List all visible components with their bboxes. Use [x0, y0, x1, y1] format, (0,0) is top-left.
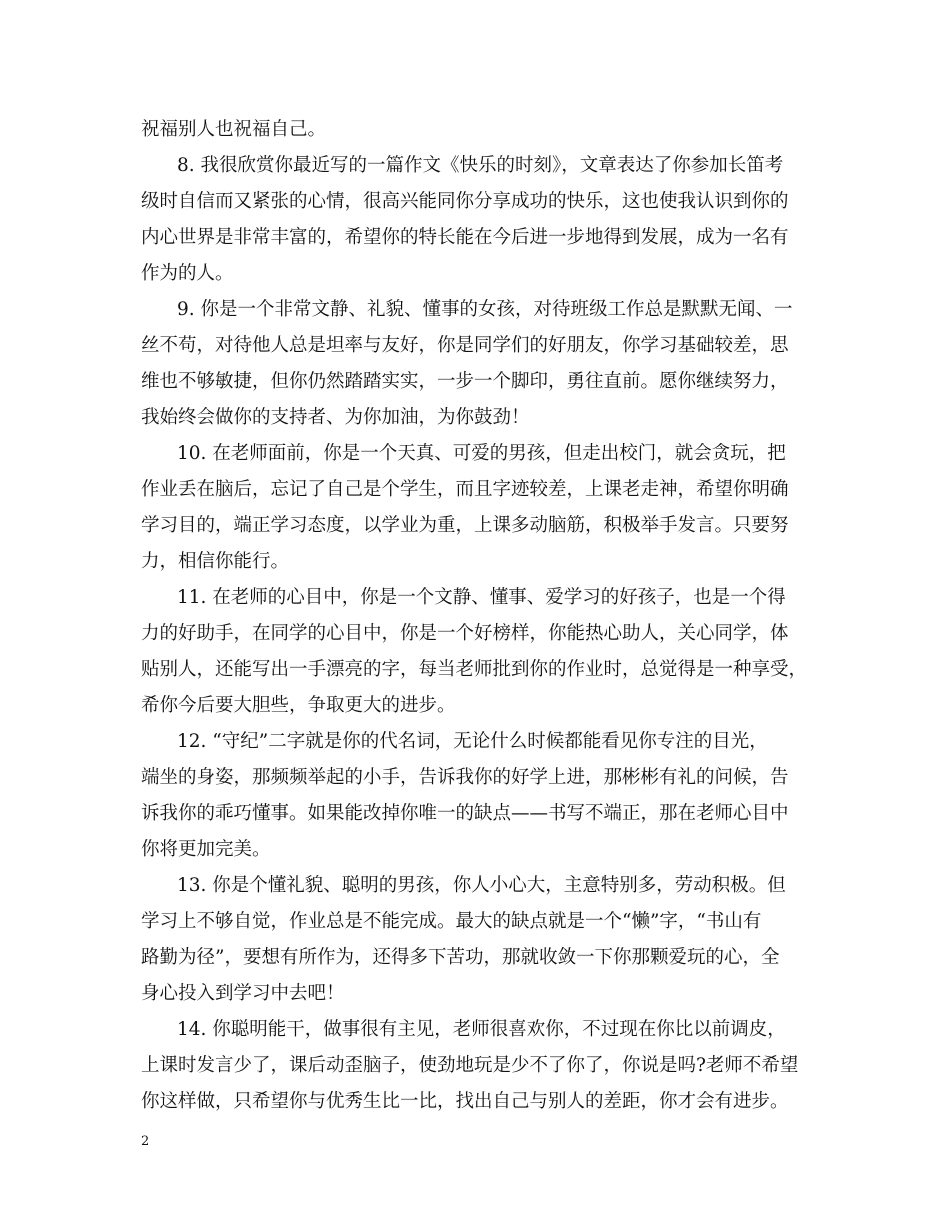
text-line: 学习上不够自觉，作业总是不能完成。最大的缺点就是一个“懒”字，“书山有 — [141, 911, 762, 932]
paragraph-12-first-line: 12. “守纪”二字就是你的代名词，无论什么时候都能看见你专注的目光， — [177, 731, 768, 752]
text-line: 丝不苟，对待他人总是坦率与友好，你是同学们的好朋友，你学习基础较差，思 — [141, 335, 789, 356]
text-line: 你将更加完美。 — [141, 839, 271, 860]
text-line: 祝福别人也祝福自己。 — [141, 119, 327, 140]
text-line: 力的好助手，在同学的心目中，你是一个好榜样，你能热心助人，关心同学，体 — [141, 623, 789, 644]
text-line: 作为的人。 — [141, 263, 234, 284]
paragraph-14-first-line: 14. 你聪明能干，做事很有主见，老师很喜欢你，不过现在你比以前调皮， — [177, 1019, 786, 1040]
text-line: 身心投入到学习中去吧！ — [141, 983, 345, 1004]
paragraph-8-first-line: 8. 我很欣赏你最近写的一篇作文《快乐的时刻》，文章表达了你参加长笛考 — [177, 155, 784, 176]
paragraph-11-first-line: 11. 在老师的心目中，你是一个文静、懂事、爱学习的好孩子，也是一个得 — [177, 587, 786, 608]
paragraph-9-first-line: 9. 你是一个非常文静、礼貌、懂事的女孩，对待班级工作总是默默无闻、一 — [177, 299, 793, 320]
text-line: 路勤为径”，要想有所作为，还得多下苦功，那就收敛一下你那颗爱玩的心，全 — [141, 947, 780, 968]
text-line: 贴别人，还能写出一手漂亮的字，每当老师批到你的作业时，总觉得是一种享受， — [141, 659, 808, 680]
paragraph-13-first-line: 13. 你是个懂礼貌、聪明的男孩，你人小心大，主意特别多，劳动积极。但 — [177, 875, 786, 896]
text-line: 学习目的，端正学习态度，以学业为重，上课多动脑筋，积极举手发言。只要努 — [141, 515, 789, 536]
text-line: 你这样做，只希望你与优秀生比一比，找出自己与别人的差距，你才会有进步。 — [141, 1091, 789, 1112]
text-line: 诉我你的乖巧懂事。如果能改掉你唯一的缺点——书写不端正，那在老师心目中 — [141, 803, 789, 824]
text-line: 我始终会做你的支持者、为你加油，为你鼓劲！ — [141, 407, 530, 428]
text-line: 作业丢在脑后，忘记了自己是个学生，而且字迹较差，上课老走神，希望你明确 — [141, 479, 789, 500]
text-line: 端坐的身姿，那频频举起的小手，告诉我你的好学上进，那彬彬有礼的问候，告 — [141, 767, 789, 788]
paragraph-10-first-line: 10. 在老师面前，你是一个天真、可爱的男孩，但走出校门，就会贪玩，把 — [177, 443, 786, 464]
page-number: 2 — [141, 1134, 150, 1149]
text-line: 上课时发言少了，课后动歪脑子，使劲地玩是少不了你了，你说是吗?老师不希望 — [141, 1055, 799, 1076]
text-line: 内心世界是非常丰富的，希望你的特长能在今后进一步地得到发展，成为一名有 — [141, 227, 789, 248]
text-line: 希你今后要大胆些，争取更大的进步。 — [141, 695, 456, 716]
text-line: 级时自信而又紧张的心情，很高兴能同你分享成功的快乐，这也使我认识到你的 — [141, 191, 789, 212]
text-line: 维也不够敏捷，但你仍然踏踏实实，一步一个脚印，勇往直前。愿你继续努力， — [141, 371, 789, 392]
text-line: 力，相信你能行。 — [141, 551, 290, 572]
